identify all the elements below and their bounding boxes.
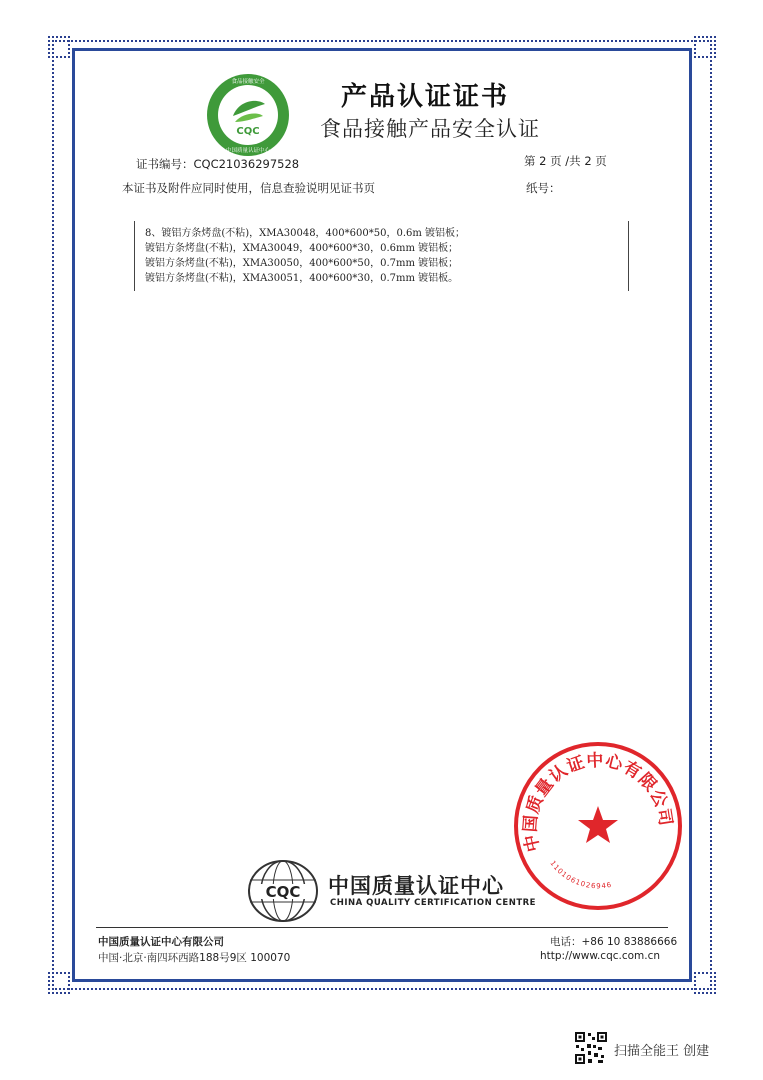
- seal-text: 中国质量认证中心有限公司: [520, 750, 676, 854]
- seal-star-icon: [578, 806, 618, 843]
- svg-text:1101061026946: [548, 859, 613, 890]
- corner-ornament-bottom-left: [48, 972, 70, 994]
- logo-mid-text: CQC: [236, 126, 260, 137]
- food-contact-logo: [205, 72, 291, 158]
- footer-address: 中国·北京·南四环西路188号9区 100070: [98, 952, 291, 964]
- qr-code-icon: [574, 1031, 608, 1065]
- seal-code: 1101061026946: [548, 859, 613, 891]
- cqc-globe-logo: [246, 858, 320, 924]
- detail-line: 镀铝方条烤盘(不粘)，XMA30050，400*600*50，0.7mm 镀铝板；: [145, 258, 459, 269]
- page-info: 第 2 页 /共 2 页: [524, 154, 607, 168]
- footer-website: http://www.cqc.com.cn: [540, 950, 661, 962]
- usage-notice: 本证书及附件应同时使用，信息查验说明见证书页: [122, 181, 375, 195]
- logo-bottom-text: 中国质量认证中心: [225, 148, 271, 154]
- corner-ornament-top-right: [694, 36, 716, 58]
- certificate-subtitle: 食品接触产品安全认证: [320, 117, 540, 141]
- cqc-logo-text: CQC: [265, 883, 301, 901]
- corner-ornament-top-left: [48, 36, 70, 58]
- cert-number-value: CQC21036297528: [193, 157, 300, 171]
- detail-line: 8、镀铝方条烤盘(不粘)，XMA30048，400*600*50，0.6m 镀铝板；: [145, 228, 466, 239]
- certificate-title: 产品认证证书: [340, 82, 509, 112]
- organization-name-en: CHINA QUALITY CERTIFICATION CENTRE: [330, 898, 536, 908]
- detail-line: 镀铝方条烤盘(不粘)，XMA30051，400*600*30，0.7mm 镀铝板。: [145, 273, 459, 284]
- organization-name-cn: 中国质量认证中心: [328, 874, 504, 898]
- cert-number-label: 证书编号：: [136, 157, 194, 171]
- logo-top-text: 食品接触安全: [231, 79, 265, 85]
- scanner-caption: 扫描全能王 创建: [614, 1044, 710, 1059]
- certificate-number: [136, 156, 299, 172]
- official-red-seal: [512, 740, 684, 912]
- paper-number-label: 纸号：: [526, 181, 561, 195]
- footer-divider: [96, 927, 668, 928]
- footer-phone: 电话：+86 10 83886666: [550, 936, 678, 948]
- footer-company: 中国质量认证中心有限公司: [98, 936, 224, 948]
- corner-ornament-bottom-right: [694, 972, 716, 994]
- product-details-box: [134, 221, 629, 291]
- detail-line: 镀铝方条烤盘(不粘)，XMA30049，400*600*30，0.6mm 镀铝板；: [145, 243, 459, 254]
